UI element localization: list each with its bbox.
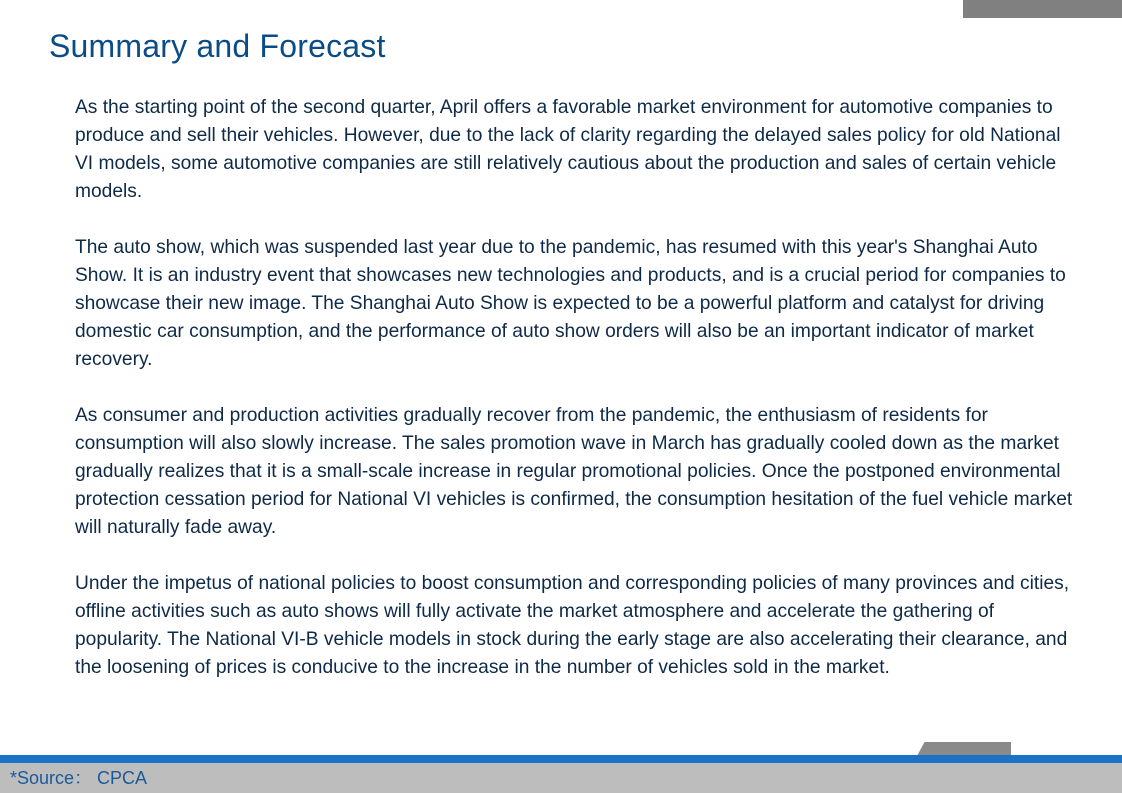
footer-bar [0, 763, 1122, 793]
footer-accent-tab [917, 742, 1011, 756]
summary-body [75, 94, 1075, 710]
footer-blue-stripe [0, 755, 1122, 763]
corner-decoration [963, 0, 1122, 18]
paragraph-consumption-recovery: As consumer and production activities gradually recover from the pandemic, the enthusiasm of residents for consumption will also slowly increase. The sales promotion wave in March has gradually cooled down as the market gradually realizes that it is a small-scale increase in regular promotional policies. Once the postponed environmental protection cessation period for National VI vehicles is confirmed, the consumption hesitation of the fuel vehicle market will naturally fade away. [75, 405, 1073, 538]
paragraph-auto-show: The auto show, which was suspended last year due to the pandemic, has resumed with this year's Shanghai Auto Show. It is an industry event that showcases new technologies and products, and is a crucial period for companies to showcase their new image. The Shanghai Auto Show is expected to be a powerful platform and catalyst for driving domestic car consumption, and the performance of auto show orders will also be an important indicator of market recovery. [75, 237, 1066, 370]
page-title: Summary and Forecast [49, 28, 386, 64]
paragraph-policy-impetus: Under the impetus of national policies to boost consumption and corresponding policies of many provinces and cities, offline activities such as auto shows will fully activate the market atmosphere and accelerate the gathering of popularity. The National VI-B vehicle models in stock during the early stage are also accelerating their clearance, and the loosening of prices is conducive to the increase in the number of vehicles sold in the market. [75, 573, 1070, 678]
paragraph-q2-environment: As the starting point of the second quarter, April offers a favorable market environment for automotive companies to produce and sell their vehicles. However, due to the lack of clarity regarding the delayed sales policy for old National VI models, some automotive companies are still relatively cautious about the production and sales of certain vehicle models. [75, 97, 1061, 202]
source-note: *Source： CPCA [10, 768, 148, 788]
